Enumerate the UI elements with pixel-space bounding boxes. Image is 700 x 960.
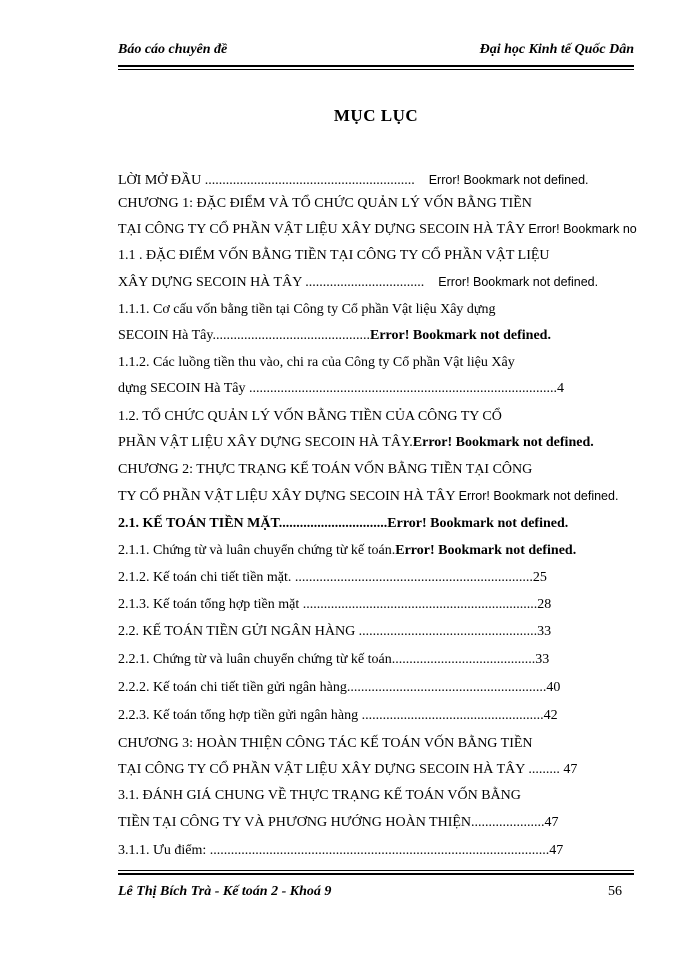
toc-entry-text: 1.2. TỔ CHỨC QUẢN LÝ VỐN BẰNG TIỀN CỦA CÔNG TY CỔ [118,409,502,424]
toc-entry-text: 2.1.1. Chứng từ và luân chuyển chứng từ kế toán. [118,543,396,558]
toc-entry-text: TIỀN TẠI CÔNG TY VÀ PHƯƠNG HƯỚNG HOÀN THIỆN.....................47 [118,815,559,830]
toc-entry-text: 2.2.1. Chứng từ và luân chuyển chứng từ kế toán.........................................33 [118,652,550,667]
toc-entry-ref: Error! Bookmark not defined. [387,516,569,531]
toc-entry-text: TẠI CÔNG TY CỔ PHẦN VẬT LIỆU XÂY DỰNG SECOIN HÀ TÂY [118,222,525,237]
page-header [118,36,634,64]
toc-entry-text: 2.2.2. Kế toán chi tiết tiền gửi ngân hàng.........................................................40 [118,680,561,695]
toc-entry-text: 2.2.3. Kế toán tổng hợp tiền gửi ngân hàng ....................................................42 [118,708,558,723]
toc-entry[interactable] [118,353,515,373]
toc-entry[interactable] [118,170,589,190]
toc-entry[interactable] [118,786,521,806]
toc-entry[interactable] [118,407,502,427]
page-footer [118,884,634,900]
toc-entry-text: LỜI MỞ ĐẦU ............................................................ [118,173,415,188]
footer-rule-thin [118,870,634,871]
toc-entry-text: CHƯƠNG 2: THỰC TRẠNG KẾ TOÁN VỐN BẰNG TIỀN TẠI CÔNG [118,462,533,477]
toc-entry-text: XÂY DỰNG SECOIN HÀ TÂY .................................. [118,275,425,290]
toc-entry[interactable] [118,326,551,346]
toc-entry-text: 2.2. KẾ TOÁN TIỀN GỬI NGÂN HÀNG ...................................................33 [118,624,552,639]
toc-entry-text: SECOIN Hà Tây............................................. [118,328,370,343]
toc-entry[interactable] [118,300,496,320]
toc-entry[interactable] [118,678,560,698]
toc-entry[interactable] [118,813,559,833]
toc-entry-text: TY CỔ PHẦN VẬT LIỆU XÂY DỰNG SECOIN HÀ TÂY [118,489,456,504]
toc-entry-ref: Error! Bookmark no [528,222,637,236]
page-number: 56 [608,884,622,899]
header-rule [118,65,634,67]
footer-rule [118,873,634,875]
toc-entry-ref: Error! Bookmark not defined. [395,543,577,558]
toc-entry-text: 1.1 . ĐẶC ĐIỂM VỐN BẰNG TIỀN TẠI CÔNG TY CỔ PHẦN VẬT LIỆU [118,248,550,263]
toc-entry[interactable] [118,246,550,266]
toc-entry[interactable] [118,650,549,670]
toc-entry-text: 1.1.2. Các luồng tiền thu vào, chi ra của Công ty Cổ phần Vật liệu Xây [118,355,515,370]
page-title: MỤC LỤC [333,106,419,125]
toc-entry-text: 3.1. ĐÁNH GIÁ CHUNG VỀ THỰC TRẠNG KẾ TOÁN VỐN BẰNG [118,788,521,803]
toc-entry[interactable] [118,622,551,642]
toc-entry[interactable] [118,219,637,239]
toc-entry[interactable] [118,272,598,292]
toc-entry-ref: Error! Bookmark not defined. [428,173,589,187]
toc-entry[interactable] [118,706,558,726]
toc-entry-ref: Error! Bookmark not defined. [458,489,619,503]
toc-entry-text: TẠI CÔNG TY CỔ PHẦN VẬT LIỆU XÂY DỰNG SECOIN HÀ TÂY ......... 47 [118,762,578,777]
toc-entry-text: dựng SECOIN Hà Tây ........................................................................................4 [118,381,564,396]
toc-entry-text: 2.1. KẾ TOÁN TIỀN MẶT............................... [118,516,388,531]
toc-entry-text: PHẦN VẬT LIỆU XÂY DỰNG SECOIN HÀ TÂY. [118,435,413,450]
toc-entry-text: 1.1.1. Cơ cấu vốn bằng tiền tại Công ty Cổ phần Vật liệu Xây dựng [118,302,496,317]
toc-entry-text: 2.1.3. Kế toán tổng hợp tiền mặt ...................................................................28 [118,597,552,612]
toc-entry-ref: Error! Bookmark not defined. [412,435,594,450]
toc-entry-text: CHƯƠNG 1: ĐẶC ĐIỂM VÀ TỔ CHỨC QUẢN LÝ VỐN BẰNG TIỀN [118,196,532,211]
header-right-text: Đại học Kinh tế Quốc Dân [479,42,634,57]
toc-entry[interactable] [118,194,634,214]
toc-entry-text: CHƯƠNG 3: HOÀN THIỆN CÔNG TÁC KẾ TOÁN VỐN BẰNG TIỀN [118,736,533,751]
footer-author: Lê Thị Bích Trà - Kế toán 2 - Khoá 9 [118,884,332,899]
header-rule-thin [118,69,634,70]
toc-entry-ref: Error! Bookmark not defined. [438,275,599,289]
toc-entry-text: 2.1.2. Kế toán chi tiết tiền mặt. ....................................................................25 [118,570,547,585]
toc-entry[interactable] [118,841,563,861]
toc-entry[interactable] [118,541,576,561]
toc-entry[interactable] [118,734,533,754]
toc-entry-ref: Error! Bookmark not defined. [370,328,551,343]
toc-entry-text: 3.1.1. Ưu điểm: .................................................................................................47 [118,843,564,858]
toc-entry[interactable] [118,379,564,399]
toc-entry[interactable] [118,568,547,588]
toc-entry[interactable] [118,486,618,506]
toc-entry[interactable] [118,514,568,534]
toc-entry[interactable] [118,595,551,615]
toc-entry[interactable] [118,460,532,480]
toc-entry[interactable] [118,760,577,780]
header-left-text: Báo cáo chuyên đề [118,42,228,57]
toc-entry[interactable] [118,433,594,453]
